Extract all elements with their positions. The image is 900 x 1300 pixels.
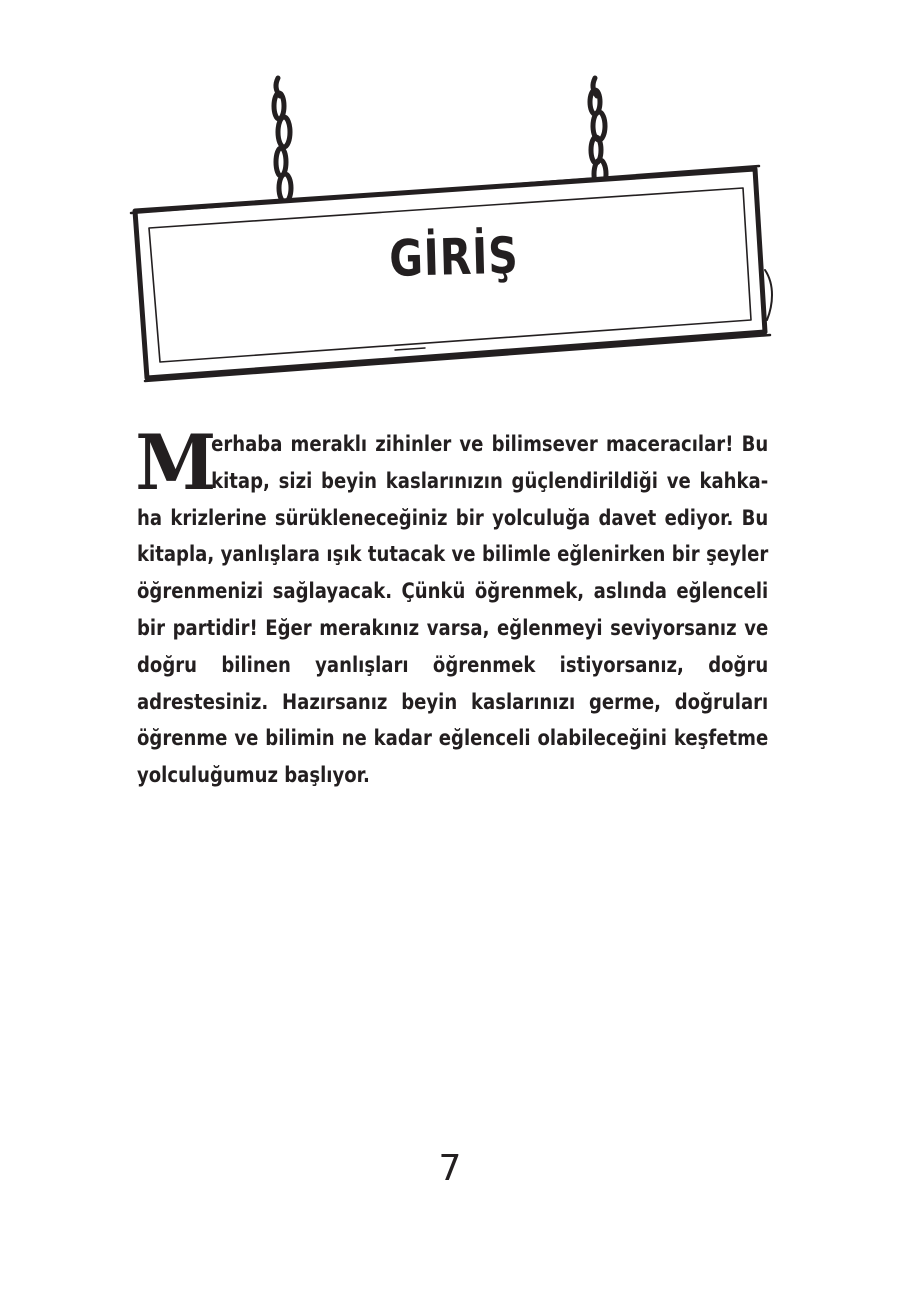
intro-paragraph-text: erhaba meraklı zihinler ve bilimsever maceracılar! Bu kitap, sizi beyin kaslarınızın güçlendirildiği ve kahkaha krizlerine sürükleneceğiniz bir yolculuğa davet ediyor. Bu kitapla, yanlışlara ışık tutacak ve bilimle eğlenirken bir şeyler öğrenmenizi sağlayacak. Çünkü öğrenmek, aslında eğlenceli bir partidir! Eğer merakınız varsa, eğlenmeyi seviyorsanız ve doğru bilinen yanlışları öğrenmek istiyorsanız, doğru adrestesiniz. Hazırsanız beyin kaslarınızı germe, doğruları öğrenme ve bilimin ne kadar eğlenceli olabileceğini keşfetme yolculuğumuz başlıyor. [137, 432, 769, 788]
page-number: 7 [438, 1148, 462, 1189]
drop-cap: M [135, 418, 217, 507]
intro-paragraph [135, 418, 769, 794]
left-chain-icon [274, 78, 291, 215]
sign-title: GİRİŞ [388, 226, 520, 288]
